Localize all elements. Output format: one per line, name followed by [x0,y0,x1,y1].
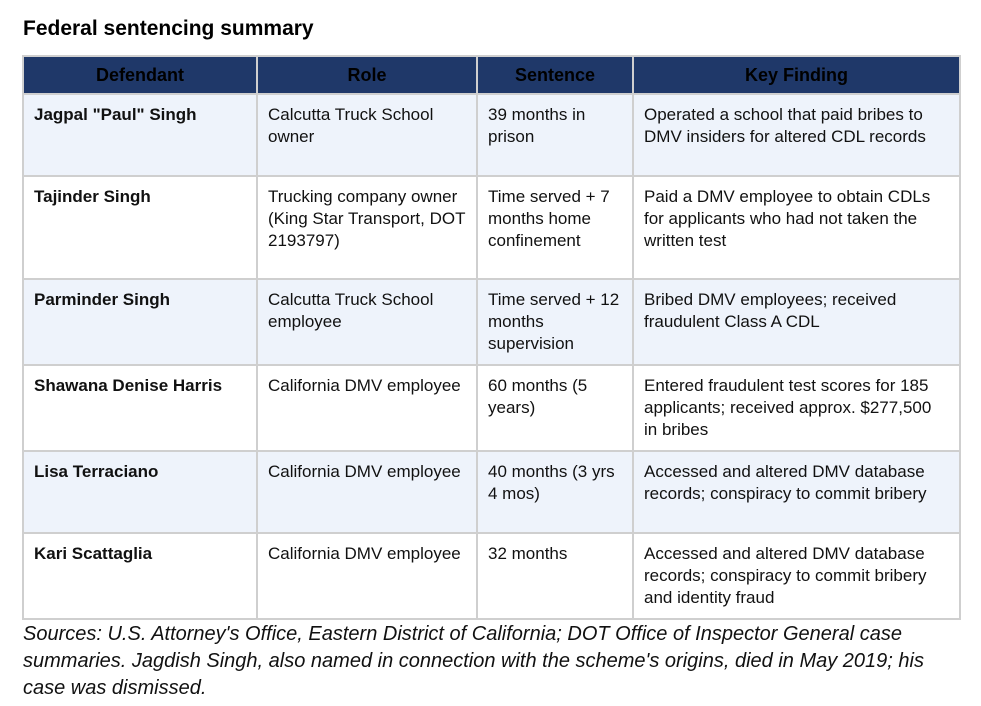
role-cell: California DMV employee [257,451,477,533]
header-row [23,56,960,94]
sentence-cell: 40 months (3 yrs 4 mos) [477,451,633,533]
role-cell: California DMV employee [257,533,477,619]
finding-cell: Accessed and altered DMV database records; conspiracy to commit bribery and identity fraud [633,533,960,619]
role-cell: Trucking company owner (King Star Transport, DOT 2193797) [257,176,477,279]
column-header-role: Role [257,56,477,94]
role-cell: Calcutta Truck School owner [257,94,477,176]
finding-cell: Operated a school that paid bribes to DMV insiders for altered CDL records [633,94,960,176]
table-row [23,451,960,533]
defendant-cell: Lisa Terraciano [23,451,257,533]
sentence-cell: 32 months [477,533,633,619]
column-header-sentence: Sentence [477,56,633,94]
page-title: Federal sentencing summary [23,17,314,40]
sentence-cell: 39 months in prison [477,94,633,176]
defendant-cell: Kari Scattaglia [23,533,257,619]
sources-note: Sources: U.S. Attorney's Office, Eastern District of California; DOT Office of Inspector General case summaries. Jagdish Singh, also named in connection with the scheme's origins, died in May 2019; his case was dismissed. [23,623,924,699]
column-header-key-finding: Key Finding [633,56,960,94]
defendant-cell: Parminder Singh [23,279,257,365]
defendant-cell: Shawana Denise Harris [23,365,257,451]
sentence-cell: 60 months (5 years) [477,365,633,451]
finding-cell: Entered fraudulent test scores for 185 applicants; received approx. $277,500 in bribes [633,365,960,451]
table-row [23,279,960,365]
sentence-cell: Time served + 12 months supervision [477,279,633,365]
sentence-cell: Time served + 7 months home confinement [477,176,633,279]
role-cell: Calcutta Truck School employee [257,279,477,365]
table-body [23,94,960,619]
table-row [23,533,960,619]
table-header [23,56,960,94]
defendant-cell: Jagpal "Paul" Singh [23,94,257,176]
column-header-defendant: Defendant [23,56,257,94]
finding-cell: Paid a DMV employee to obtain CDLs for applicants who had not taken the written test [633,176,960,279]
finding-cell: Accessed and altered DMV database records; conspiracy to commit bribery [633,451,960,533]
finding-cell: Bribed DMV employees; received fraudulent Class A CDL [633,279,960,365]
role-cell: California DMV employee [257,365,477,451]
table-row [23,176,960,279]
table-row [23,94,960,176]
defendant-cell: Tajinder Singh [23,176,257,279]
table-row [23,365,960,451]
sentencing-table [22,55,961,620]
